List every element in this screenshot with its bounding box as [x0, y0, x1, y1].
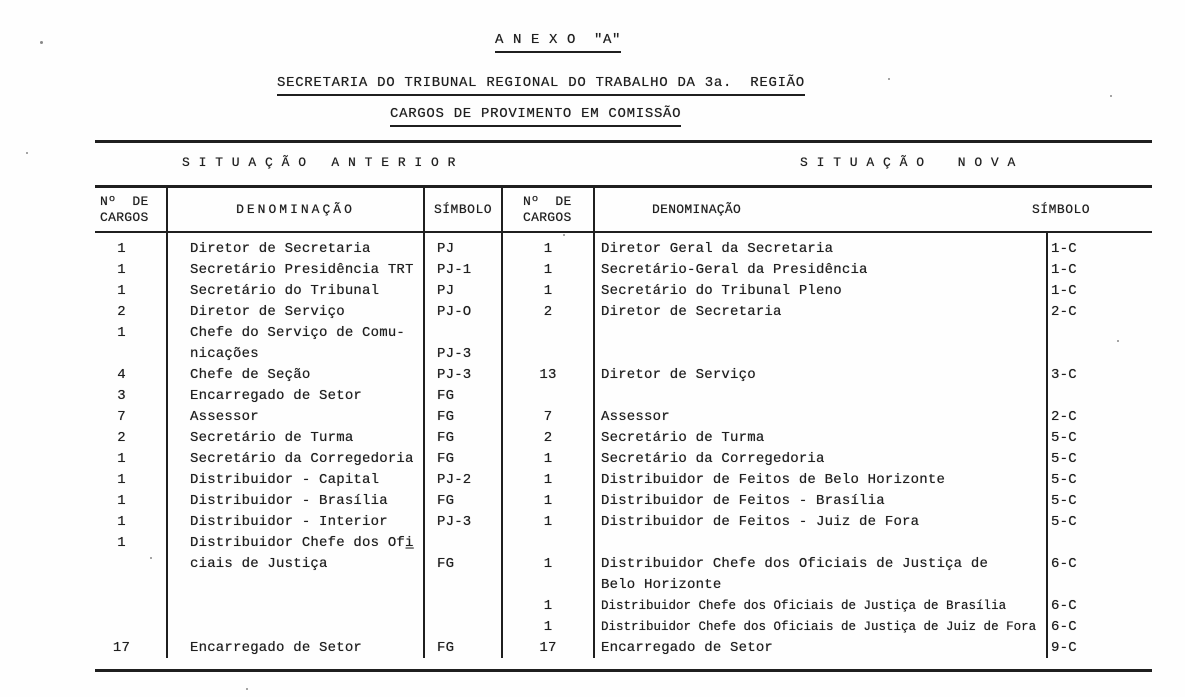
document-subtitle-organization: SECRETARIA DO TRIBUNAL REGIONAL DO TRABALHO DA 3a. REGIÃO	[277, 75, 805, 96]
table-cell: 1	[503, 595, 595, 616]
table-cell: FG	[425, 448, 503, 469]
table-cell: 2-C	[1051, 409, 1077, 425]
table-cell: 1	[95, 448, 168, 469]
table-cell: Secretário Presidência TRT	[168, 259, 425, 280]
table-cell: 1	[503, 511, 595, 532]
table-cell: nicações	[168, 343, 425, 364]
table-cell	[1048, 385, 1152, 406]
table-cell	[1048, 532, 1152, 553]
table-cell: Assessor	[168, 406, 425, 427]
table-cell: 3	[95, 385, 168, 406]
table-cell: FG	[425, 427, 503, 448]
table-cell: ciais de Justiça	[168, 553, 425, 574]
table-cell: PJ-O	[425, 301, 503, 322]
table-cell: 1	[503, 490, 595, 511]
table-cell	[425, 322, 503, 343]
table-cell: 13	[503, 364, 595, 385]
table-cell: 2	[95, 427, 168, 448]
table-cell: 3-C	[1051, 367, 1077, 383]
table-cell: 1	[503, 616, 595, 637]
table-cell: Encarregado de Setor	[595, 637, 1048, 658]
table-cell	[503, 532, 595, 553]
table-cell	[503, 385, 595, 406]
table-cell: 1	[503, 448, 595, 469]
table-cell: FG	[425, 406, 503, 427]
table-cell: 6-C	[1051, 619, 1077, 635]
table-cell: Distribuidor - Capital	[168, 469, 425, 490]
table-cell: 1	[95, 233, 168, 259]
table-cell: Belo Horizonte	[595, 574, 1048, 595]
table-cell: Diretor de Serviço	[595, 364, 1048, 385]
table-cell: Encarregado de Setor	[168, 385, 425, 406]
table-cell: FG	[425, 553, 503, 574]
scan-speckle	[150, 557, 152, 559]
document-title: A N E X O "A"	[495, 32, 621, 53]
table-cell: Diretor de Secretaria	[168, 233, 425, 259]
table-cell: 6-C	[1051, 598, 1077, 614]
table-cell	[595, 532, 1048, 553]
table-cell: 1	[95, 322, 168, 343]
table-cell: 5-C	[1051, 430, 1077, 446]
table-cell: Chefe de Seção	[168, 364, 425, 385]
table-cell: Secretário de Turma	[168, 427, 425, 448]
table-cell	[168, 616, 425, 637]
table-cell: Secretário do Tribunal	[168, 280, 425, 301]
table-cell: Distribuidor Chefe dos Oficiais de Justiça de Juiz de Fora	[595, 616, 1048, 637]
table-cell: 1	[95, 280, 168, 301]
table-cell: Diretor Geral da Secretaria	[595, 233, 1048, 259]
table-cell: 1-C	[1051, 241, 1077, 257]
table-cell: 1	[95, 532, 168, 553]
table-cell	[168, 595, 425, 616]
table-cell: 7	[503, 406, 595, 427]
scan-speckle	[888, 78, 890, 80]
table-cell: Distribuidor Chefe dos Ofi̲	[168, 532, 425, 553]
table-cell	[425, 616, 503, 637]
table-cell: 17	[503, 637, 595, 658]
table-cell	[95, 343, 168, 364]
scan-speckle	[1110, 95, 1112, 97]
table-cell: Distribuidor Chefe dos Oficiais de Justiça de	[595, 553, 1048, 574]
table-cell: Chefe do Serviço de Comu-	[168, 322, 425, 343]
scan-speckle	[1117, 340, 1119, 342]
table-cell	[95, 616, 168, 637]
table-cell	[425, 574, 503, 595]
table-cell: FG	[425, 637, 503, 658]
table-cell: Secretário do Tribunal Pleno	[595, 280, 1048, 301]
section-label-situacao-anterior: S I T U A Ç Ã O A N T E R I O R	[182, 155, 456, 170]
table-cell: 2-C	[1051, 304, 1077, 320]
table-cell	[595, 343, 1048, 364]
table-cell: Assessor	[595, 406, 1048, 427]
table-cell	[503, 322, 595, 343]
column-header: Nº DE CARGOS	[95, 188, 168, 231]
table-cell: 1	[503, 469, 595, 490]
table-cell: 5-C	[1051, 451, 1077, 467]
table-cell: PJ	[425, 280, 503, 301]
table-cell: Distribuidor Chefe dos Oficiais de Justiça de Brasília	[595, 595, 1048, 616]
table-cell: 6-C	[1051, 556, 1077, 572]
table-cell: 1-C	[1051, 262, 1077, 278]
table-cell	[168, 574, 425, 595]
table-cell: Distribuidor de Feitos de Belo Horizonte	[595, 469, 1048, 490]
scan-speckle	[26, 152, 28, 154]
table-cell: PJ-3	[425, 343, 503, 364]
table-cell	[425, 532, 503, 553]
table-cell	[503, 574, 595, 595]
table-cell: 1	[95, 259, 168, 280]
table-cell: Distribuidor de Feitos - Juiz de Fora	[595, 511, 1048, 532]
column-header: Nº DE CARGOS	[503, 188, 595, 231]
table-cell	[1048, 322, 1152, 343]
horizontal-rule	[95, 140, 1152, 143]
table-cell	[1048, 574, 1152, 595]
table-cell: 1-C	[1051, 283, 1077, 299]
table-cell: PJ-3	[425, 364, 503, 385]
section-label-situacao-nova: S I T U A Ç Ã O N O V A	[800, 155, 1016, 170]
table-cell: PJ	[425, 233, 503, 259]
table-cell: 2	[95, 301, 168, 322]
table-cell	[1048, 343, 1152, 364]
table-cell: 4	[95, 364, 168, 385]
table-cell: 1	[503, 233, 595, 259]
table-cell: 9-C	[1051, 640, 1077, 656]
table-cell: 17	[95, 637, 168, 658]
table-cell: Secretário da Corregedoria	[168, 448, 425, 469]
table-cell: Distribuidor de Feitos - Brasília	[595, 490, 1048, 511]
table-cell: Distribuidor - Brasília	[168, 490, 425, 511]
scan-speckle	[246, 688, 248, 690]
table-cell: 1	[95, 511, 168, 532]
table-cell: FG	[425, 385, 503, 406]
table-cell: 1	[95, 490, 168, 511]
scan-speckle	[40, 41, 43, 44]
column-header: SÍMBOLO	[1032, 201, 1091, 217]
table-cell: FG	[425, 490, 503, 511]
table-cell	[95, 574, 168, 595]
table-cell: 5-C	[1051, 514, 1077, 530]
table-cell: 7	[95, 406, 168, 427]
column-header: SÍMBOLO	[425, 188, 503, 231]
table-cell: Diretor de Serviço	[168, 301, 425, 322]
table-cell: 1	[503, 280, 595, 301]
table-cell: PJ-2	[425, 469, 503, 490]
table-cell	[503, 343, 595, 364]
table-cell: Secretário de Turma	[595, 427, 1048, 448]
cargos-table	[95, 185, 1152, 672]
table-cell	[95, 595, 168, 616]
scan-speckle	[563, 234, 565, 236]
table-header-row	[95, 188, 1152, 233]
table-cell: Encarregado de Setor	[168, 637, 425, 658]
table-cell: 5-C	[1051, 493, 1077, 509]
table-cell	[595, 385, 1048, 406]
table-cell: Secretário-Geral da Presidência	[595, 259, 1048, 280]
column-header: DENOMINAÇÃO	[652, 201, 742, 217]
table-cell	[95, 553, 168, 574]
table-cell: PJ-1	[425, 259, 503, 280]
table-cell	[425, 595, 503, 616]
table-body	[95, 233, 1152, 658]
table-cell: 1	[503, 553, 595, 574]
table-cell	[595, 322, 1048, 343]
table-cell: 1	[95, 469, 168, 490]
table-cell: 2	[503, 427, 595, 448]
table-cell: PJ-3	[425, 511, 503, 532]
table-cell: Distribuidor - Interior	[168, 511, 425, 532]
table-cell: 5-C	[1051, 472, 1077, 488]
table-cell: Diretor de Secretaria	[595, 301, 1048, 322]
document-subtitle-cargos: CARGOS DE PROVIMENTO EM COMISSÃO	[390, 106, 681, 127]
table-cell: Secretário da Corregedoria	[595, 448, 1048, 469]
table-cell: 1	[503, 259, 595, 280]
column-header: DENOMINAÇÃO	[168, 188, 425, 231]
table-cell: 2	[503, 301, 595, 322]
